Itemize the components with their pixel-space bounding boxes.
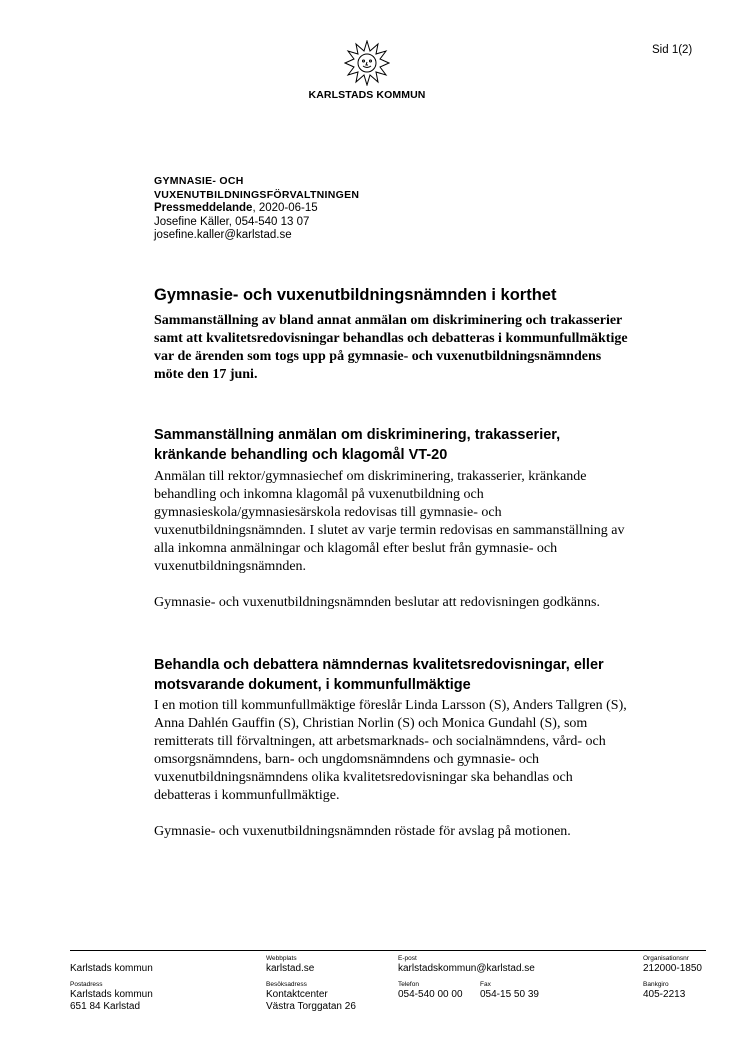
lead-paragraph: Sammanställning av bland annat anmälan om diskriminering och trakasserier samt att kvalitetsredovisningar behandlas och debatteras i kommunfullmäktige var de ärenden som togs upp på gymnasie- och vuxenutbildningsnämndens möte den 17 juni. <box>154 313 628 382</box>
footer-web: karlstad.se <box>266 963 315 974</box>
footer-bankgiro: 405-2213 <box>643 989 686 1000</box>
footer-email: karlstadskommun@karlstad.se <box>398 963 535 974</box>
footer-email-label: E-post <box>398 955 417 962</box>
footer-visit-line-2: Västra Torggatan 26 <box>266 1001 356 1012</box>
section-1-paragraph-1: Anmälan till rektor/gymnasiechef om diskriminering, trakasserier, kränkande behandling och inkomna klagomål på vuxenutbildning och gymnasieskola/gymnasiesärskola redovisas till gymnasie- och vuxenutbildningsnämnden. I slutet av varje termin redovisas en sammanställning av alla inkomna anmälningar och klagomål efter beslut från gymnasie- och vuxenutbildningsnämnden. <box>154 469 625 574</box>
press-release-line <box>154 202 494 216</box>
footer-bankgiro-label: Bankgiro <box>643 981 669 988</box>
section-1 <box>154 426 632 612</box>
footer-phone: 054-540 00 00 <box>398 989 463 1000</box>
contact-line: Josefine Käller, 054-540 13 07 <box>154 215 310 228</box>
headline: Gymnasie- och vuxenutbildningsnämnden i korthet <box>154 286 557 304</box>
section-2-paragraph-2: Gymnasie- och vuxenutbildningsnämnden röstade för avslag på motionen. <box>154 824 571 839</box>
section-1-heading: Sammanställning anmälan om diskriminering, trakasserier, kränkande behandling och klagomål VT-20 <box>154 427 561 463</box>
section-2-heading: Behandla och debattera nämndernas kvalitetsredovisningar, eller motsvarande dokument, i kommunfullmäktige <box>154 657 604 693</box>
footer-visit-label: Besöksadress <box>266 981 307 988</box>
department-line-1: GYMNASIE- OCH <box>154 175 244 187</box>
footer-web-label: Webbplats <box>266 955 297 962</box>
footer-postal-line-1: Karlstads kommun <box>70 989 153 1000</box>
department-line-2: VUXENUTBILDNINGSFÖRVALTNINGEN <box>154 188 360 201</box>
section-2 <box>154 656 632 841</box>
footer-postal-line-2: 651 84 Karlstad <box>70 1001 141 1012</box>
footer-phone-label: Telefon <box>398 981 419 988</box>
doc-date: , 2020-06-15 <box>252 202 318 214</box>
footer-orgnr-label: Organisationsnr <box>643 955 689 962</box>
footer-fax: 054-15 50 39 <box>480 989 539 1000</box>
page-number: Sid 1(2) <box>652 44 693 56</box>
footer-org: Karlstads kommun <box>70 963 153 974</box>
footer-visit-line-1: Kontaktcenter <box>266 989 328 1000</box>
main-article <box>154 284 632 384</box>
contact-email: josefine.kaller@karlstad.se <box>154 229 292 241</box>
section-1-paragraph-2: Gymnasie- och vuxenutbildningsnämnden beslutar att redovisningen godkänns. <box>154 595 600 610</box>
footer-divider <box>70 950 706 951</box>
doc-type: Pressmeddelande <box>154 202 253 214</box>
footer-orgnr: 212000-1850 <box>643 963 702 974</box>
sun-face-icon <box>344 40 390 86</box>
footer-postal-label: Postadress <box>70 981 103 988</box>
logo-org-name: KARLSTADS KOMMUN <box>308 89 426 101</box>
sender-block <box>154 175 494 243</box>
section-2-paragraph-1: I en motion till kommunfullmäktige föreslår Linda Larsson (S), Anders Tallgren (S), Anna Dahlén Gauffin (S), Christian Norlin (S) och Monica Gundahl (S), som remitterats till förvaltningen, att arbetsmarknads- och socialnämndens, vård- och omsorgsnämndens, barn- och ungdomsnämndens och gymnasie- och vuxenutbildningsnämndens olika kvalitetsredovisningar ska behandlas och debatteras i kommunfullmäktige. <box>154 698 627 803</box>
logo <box>300 40 434 101</box>
footer-fax-label: Fax <box>480 981 491 988</box>
